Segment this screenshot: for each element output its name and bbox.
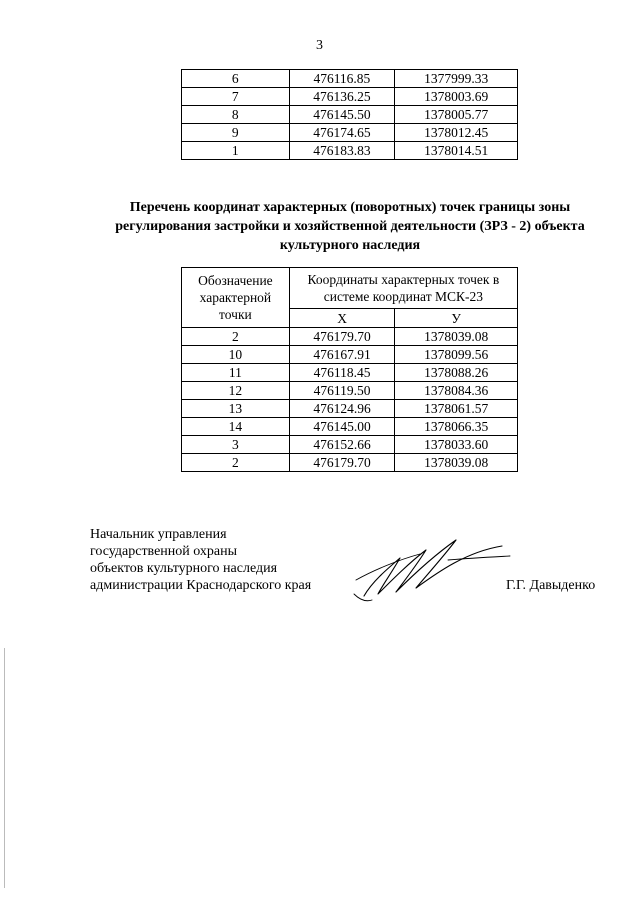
point-cell: 14 xyxy=(182,418,290,436)
y-cell: 1378088.26 xyxy=(395,364,518,382)
coordinates-table-continued xyxy=(181,69,518,160)
x-cell: 476136.25 xyxy=(289,88,395,106)
table-row xyxy=(182,124,518,142)
x-cell: 476124.96 xyxy=(289,400,395,418)
y-cell: 1378033.60 xyxy=(395,436,518,454)
y-cell: 1378003.69 xyxy=(395,88,518,106)
table-row xyxy=(182,106,518,124)
table-row xyxy=(182,400,518,418)
header-y: У xyxy=(395,309,518,328)
y-cell: 1378014.51 xyxy=(395,142,518,160)
point-cell: 11 xyxy=(182,364,290,382)
header-coordinates: Координаты характерных точек в системе координат МСК-23 xyxy=(289,268,517,309)
y-cell: 1378012.45 xyxy=(395,124,518,142)
x-cell: 476116.85 xyxy=(289,70,395,88)
point-cell: 2 xyxy=(182,454,290,472)
scan-margin-line xyxy=(4,648,5,888)
coordinates-table-zrz2 xyxy=(181,267,518,472)
x-cell: 476152.66 xyxy=(289,436,395,454)
table-row xyxy=(182,142,518,160)
position-line: объектов культурного наследия xyxy=(90,561,278,576)
table-row xyxy=(182,454,518,472)
point-cell: 1 xyxy=(182,142,290,160)
y-cell: 1378061.57 xyxy=(395,400,518,418)
table-row xyxy=(182,346,518,364)
x-cell: 476145.00 xyxy=(289,418,395,436)
x-cell: 476174.65 xyxy=(289,124,395,142)
y-cell: 1377999.33 xyxy=(395,70,518,88)
x-cell: 476119.50 xyxy=(289,382,395,400)
table-row xyxy=(182,436,518,454)
table-row xyxy=(182,88,518,106)
point-cell: 10 xyxy=(182,346,290,364)
y-cell: 1378005.77 xyxy=(395,106,518,124)
x-cell: 476167.91 xyxy=(289,346,395,364)
x-cell: 476179.70 xyxy=(289,454,395,472)
signatory-position xyxy=(90,526,311,594)
table-header-row xyxy=(182,268,518,309)
page-number: 3 xyxy=(316,38,323,53)
header-point-designation: Обозначение характерной точки xyxy=(182,268,290,328)
y-cell: 1378039.08 xyxy=(395,454,518,472)
header-x: Х xyxy=(289,309,395,328)
table-row xyxy=(182,70,518,88)
point-cell: 9 xyxy=(182,124,290,142)
x-cell: 476118.45 xyxy=(289,364,395,382)
position-line: государственной охраны xyxy=(90,544,238,559)
y-cell: 1378084.36 xyxy=(395,382,518,400)
position-line: администрации Краснодарского края xyxy=(90,578,312,593)
point-cell: 7 xyxy=(182,88,290,106)
x-cell: 476179.70 xyxy=(289,328,395,346)
point-cell: 13 xyxy=(182,400,290,418)
point-cell: 12 xyxy=(182,382,290,400)
position-line: Начальник управления xyxy=(90,527,227,542)
section-title: Перечень координат характерных (поворотных) точек границы зоны регулирования застройки и хозяйственной деятельности (ЗРЗ - 2) объекта культурного наследия xyxy=(115,200,585,253)
y-cell: 1378099.56 xyxy=(395,346,518,364)
signer-name: Г.Г. Давыденко xyxy=(506,578,596,593)
y-cell: 1378066.35 xyxy=(395,418,518,436)
table-row xyxy=(182,364,518,382)
handwritten-signature xyxy=(352,530,512,610)
point-cell: 2 xyxy=(182,328,290,346)
y-cell: 1378039.08 xyxy=(395,328,518,346)
table-row xyxy=(182,382,518,400)
x-cell: 476145.50 xyxy=(289,106,395,124)
point-cell: 6 xyxy=(182,70,290,88)
x-cell: 476183.83 xyxy=(289,142,395,160)
point-cell: 3 xyxy=(182,436,290,454)
table-row xyxy=(182,328,518,346)
table-row xyxy=(182,418,518,436)
point-cell: 8 xyxy=(182,106,290,124)
